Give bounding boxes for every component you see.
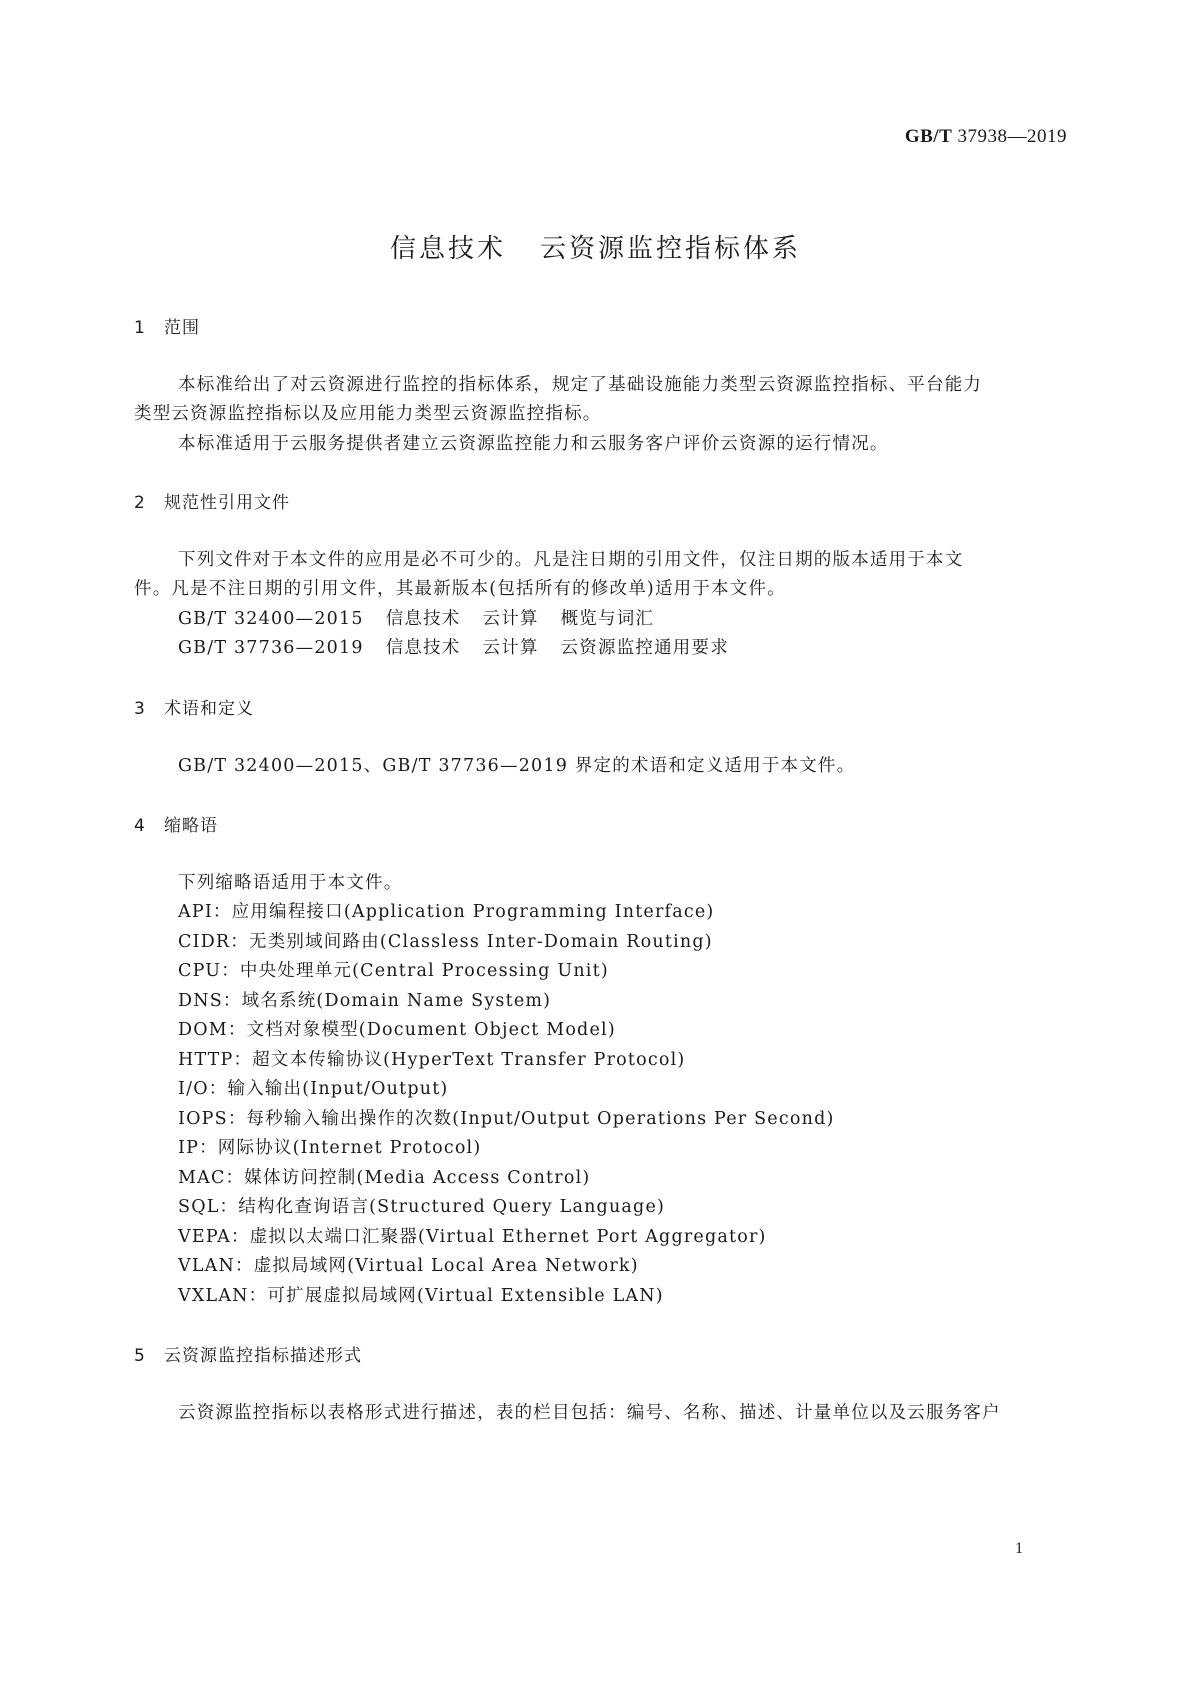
abbreviation-item: VXLAN：可扩展虚拟局域网(Virtual Extensible LAN): [178, 1286, 664, 1306]
section-1-paragraph: 本标准适用于云服务提供者建立云资源监控能力和云服务客户评价云资源的运行情况。: [178, 434, 889, 454]
abbreviation-item: CPU：中央处理单元(Central Processing Unit): [178, 961, 609, 981]
section-4-heading: 4 缩略语: [134, 816, 218, 836]
section-4-intro: 下列缩略语适用于本文件。: [178, 873, 403, 893]
abbreviation-item: MAC：媒体访问控制(Media Access Control): [178, 1168, 591, 1188]
section-1-paragraph-line: 本标准给出了对云资源进行监控的指标体系，规定了基础设施能力类型云资源监控指标、平台能力: [178, 375, 983, 395]
abbreviation-item: CIDR：无类别域间路由(Classless Inter-Domain Routing): [178, 932, 713, 952]
abbreviation-item: DNS：域名系统(Domain Name System): [178, 991, 552, 1011]
abbreviation-item: VEPA：虚拟以太端口汇聚器(Virtual Ethernet Port Aggregator): [178, 1227, 767, 1247]
section-5-paragraph: 云资源监控指标以表格形式进行描述，表的栏目包括：编号、名称、描述、计量单位以及云服务客户: [178, 1403, 1001, 1423]
standard-code: GB/T 37938—2019: [904, 126, 1067, 147]
section-3-heading: 3 术语和定义: [134, 699, 254, 719]
abbreviation-item: SQL：结构化查询语言(Structured Query Language): [178, 1197, 666, 1217]
abbreviation-item: API：应用编程接口(Application Programming Interface): [178, 902, 715, 922]
section-3-paragraph: GB/T 32400—2015、GB/T 37736—2019 界定的术语和定义适用于本文件。: [178, 756, 856, 776]
abbreviation-item: IP：网际协议(Internet Protocol): [178, 1138, 482, 1158]
abbreviation-item: HTTP：超文本传输协议(HyperText Transfer Protocol): [178, 1050, 686, 1070]
section-1-paragraph-line: 类型云资源监控指标以及应用能力类型云资源监控指标。: [134, 404, 602, 424]
abbreviation-item: I/O：输入输出(Input/Output): [178, 1079, 449, 1099]
page-number: 1: [1015, 1540, 1023, 1557]
normative-reference: GB/T 37736—2019 信息技术 云计算 云资源监控通用要求: [178, 638, 729, 658]
abbreviation-item: DOM：文档对象模型(Document Object Model): [178, 1020, 616, 1040]
section-2-paragraph-line: 下列文件对于本文件的应用是必不可少的。凡是注日期的引用文件，仅注日期的版本适用于本文: [178, 550, 964, 570]
section-2-paragraph-line: 件。凡是不注日期的引用文件，其最新版本(包括所有的修改单)适用于本文件。: [134, 579, 786, 599]
section-5-heading: 5 云资源监控指标描述形式: [134, 1346, 362, 1366]
abbreviation-item: IOPS：每秒输入输出操作的次数(Input/Output Operations Per Second): [178, 1109, 835, 1129]
normative-reference: GB/T 32400—2015 信息技术 云计算 概览与词汇: [178, 609, 655, 629]
document-title: 信息技术 云资源监控指标体系: [389, 234, 802, 264]
section-2-heading: 2 规范性引用文件: [134, 493, 290, 513]
abbreviation-item: VLAN：虚拟局域网(Virtual Local Area Network): [178, 1256, 639, 1276]
section-1-heading: 1 范围: [134, 318, 200, 338]
